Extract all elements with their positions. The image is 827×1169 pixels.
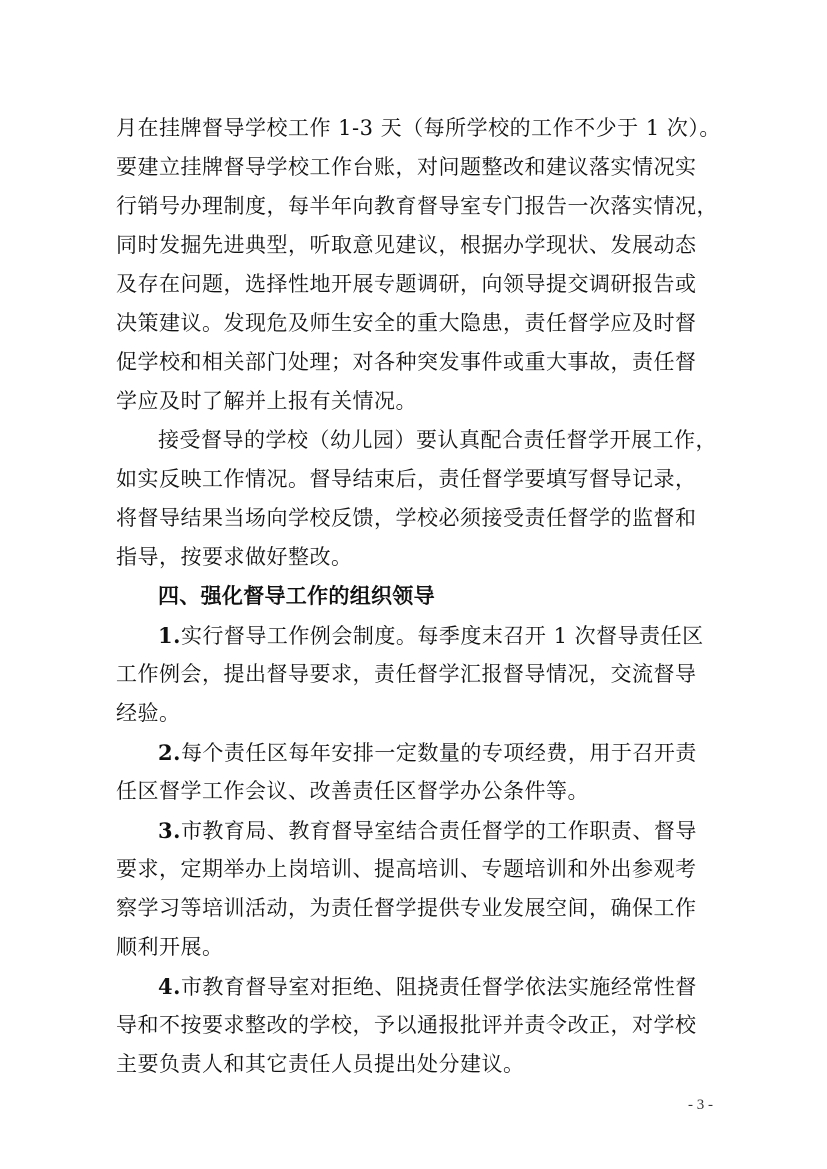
paragraph-line: 月在挂牌督导学校工作 1-3 天（每所学校的工作不少于 1 次）。 xyxy=(116,116,721,140)
paragraph-line: 及存在问题，选择性地开展专题调研，向领导提交调研报告或 xyxy=(116,272,697,296)
paragraph-line: 将督导结果当场向学校反馈，学校必须接受责任督学的监督和 xyxy=(116,506,697,530)
paragraph-line: 接受督导的学校（幼儿园）要认真配合责任督学开展工作， xyxy=(158,428,717,452)
list-item-4 xyxy=(158,976,697,998)
item-text: 实行督导工作例会制度。每季度末召开 1 次督导责任区 xyxy=(180,624,704,648)
item-text: 每个责任区每年安排一定数量的专项经费，用于召开责 xyxy=(180,741,697,765)
paragraph-line: 工作例会，提出督导要求，责任督学汇报督导情况，交流督导 xyxy=(116,662,697,686)
section-heading: 四、强化督导工作的组织领导 xyxy=(158,584,435,608)
item-text: 市教育督导室对拒绝、阻挠责任督学依法实施经常性督 xyxy=(180,975,697,999)
item-number: 3. xyxy=(158,818,181,843)
paragraph-line: 导和不按要求整改的学校，予以通报批评并责令改正，对学校 xyxy=(116,1013,697,1037)
paragraph-line: 要建立挂牌督导学校工作台账，对问题整改和建议落实情况实 xyxy=(116,155,697,179)
list-item-3 xyxy=(158,820,697,842)
paragraph-line: 如实反映工作情况。督导结束后，责任督学要填写督导记录， xyxy=(116,467,697,491)
paragraph-line: 要求，定期举办上岗培训、提高培训、专题培训和外出参观考 xyxy=(116,857,697,881)
paragraph-line: 主要负责人和其它责任人员提出处分建议。 xyxy=(116,1052,525,1076)
paragraph-line: 决策建议。发现危及师生安全的重大隐患，责任督学应及时督 xyxy=(116,311,697,335)
list-item-2 xyxy=(158,742,697,764)
item-number: 1. xyxy=(158,623,181,648)
item-number: 4. xyxy=(158,974,181,999)
paragraph-line: 行销号办理制度，每半年向教育督导室专门报告一次落实情况， xyxy=(116,194,718,218)
paragraph-line: 同时发掘先进典型，听取意见建议，根据办学现状、发展动态 xyxy=(116,233,697,257)
item-text: 市教育局、教育督导室结合责任督学的工作职责、督导 xyxy=(180,819,697,843)
paragraph-line: 经验。 xyxy=(116,701,181,725)
paragraph-line: 学应及时了解并上报有关情况。 xyxy=(116,389,417,413)
paragraph-line: 察学习等培训活动，为责任督学提供专业发展空间，确保工作 xyxy=(116,896,697,920)
list-item-1 xyxy=(158,625,704,647)
page-number: - 3 - xyxy=(688,1097,713,1113)
paragraph-line: 顺利开展。 xyxy=(116,935,224,959)
paragraph-line: 任区督学工作会议、改善责任区督学办公条件等。 xyxy=(116,779,589,803)
item-number: 2. xyxy=(158,740,181,765)
paragraph-line: 指导，按要求做好整改。 xyxy=(116,545,353,569)
paragraph-line: 促学校和相关部门处理；对各种突发事件或重大事故，责任督 xyxy=(116,350,697,374)
